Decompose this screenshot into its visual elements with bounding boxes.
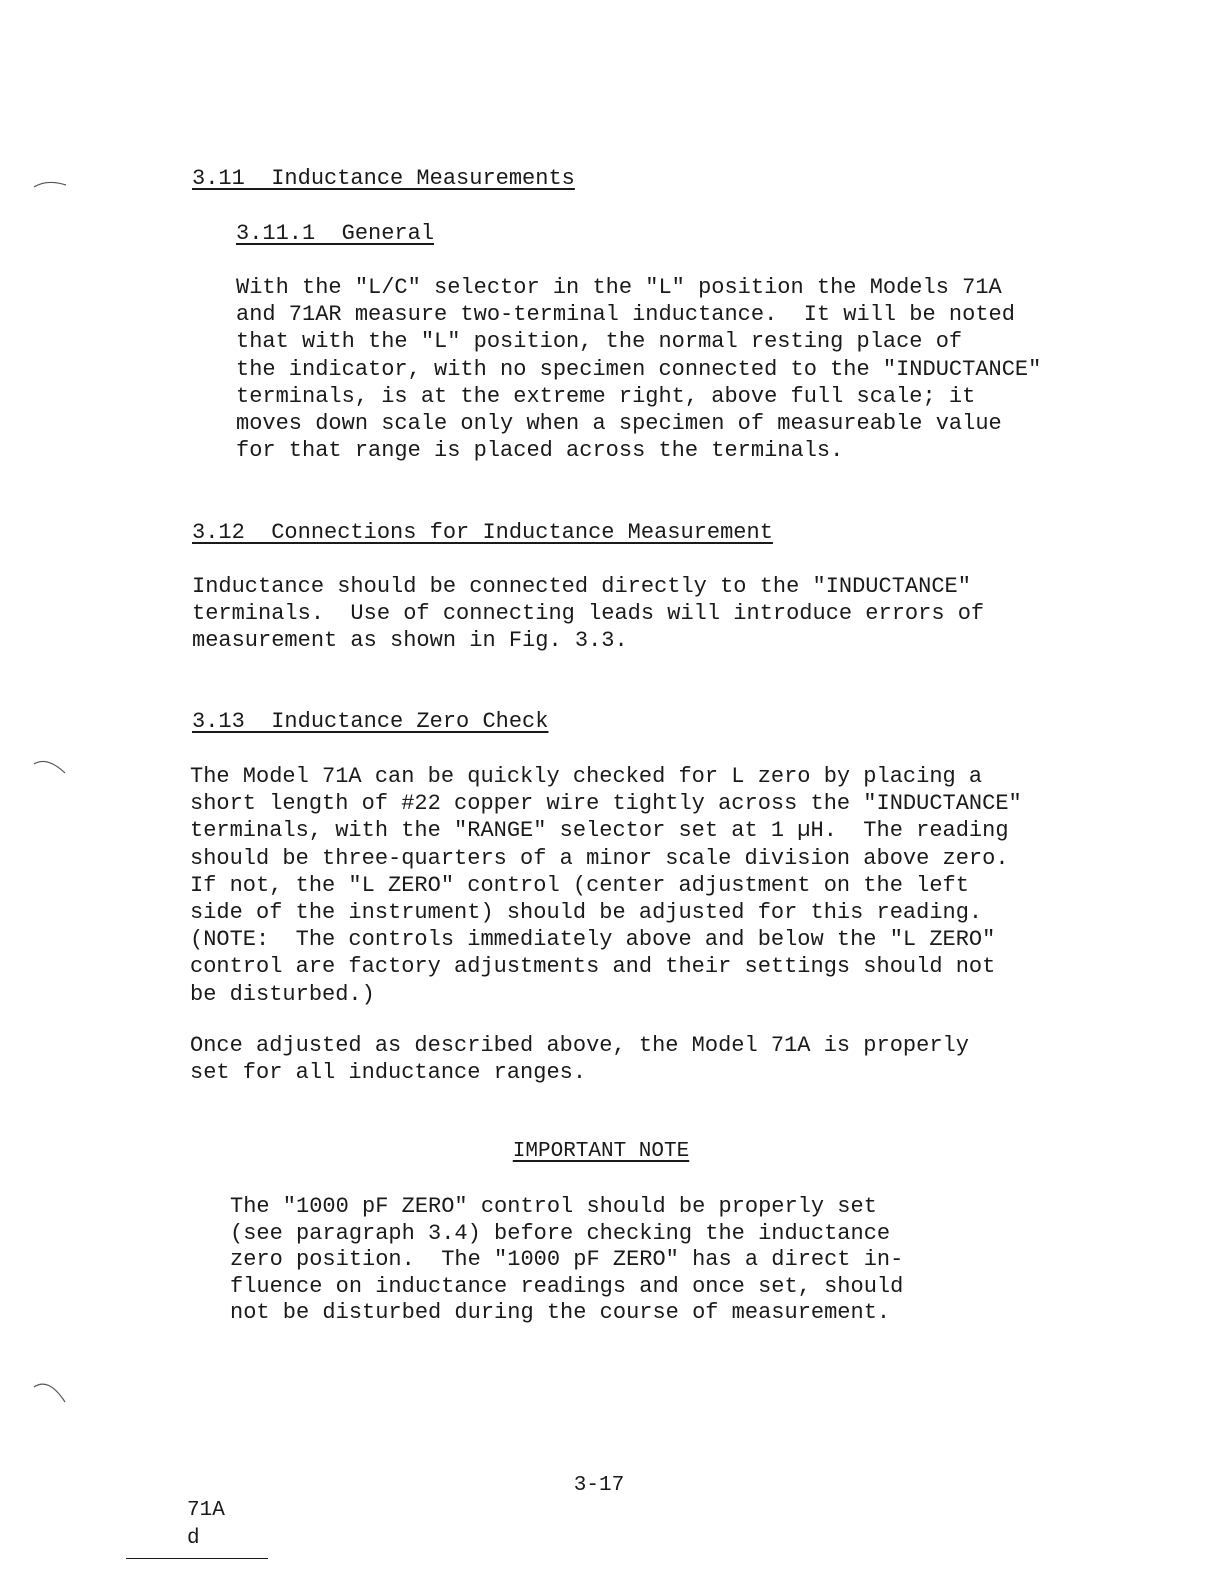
section-3-11-1-heading: 3.11.1 General [236, 221, 435, 246]
paragraph-line: Inductance should be connected directly to the "INDUCTANCE" [192, 574, 971, 599]
paragraph-line: be disturbed.) [190, 981, 375, 1007]
paragraph-line: The Model 71A can be quickly checked for L zero by placing a [190, 764, 983, 789]
important-note-heading: IMPORTANT NOTE [512, 1140, 690, 1163]
margin-mark-middle [33, 755, 67, 775]
paragraph-line: should be three-quarters of a minor scale division above zero. [190, 845, 1009, 871]
section-3-12-heading: 3.12 Connections for Inductance Measurement [192, 520, 773, 545]
paragraph-line: terminals, with the "RANGE" selector set at 1 µH. The reading [190, 818, 1009, 844]
paragraph-line: control are factory adjustments and their settings should not [190, 954, 996, 980]
footer-model-number: 71A [187, 1499, 225, 1522]
page-number: 3-17 [573, 1474, 625, 1497]
paragraph-line: not be disturbed during the course of measurement. [230, 1300, 891, 1326]
section-3-13-paragraph-2 [190, 1032, 969, 1086]
paragraph-line: With the "L/C" selector in the "L" position the Models 71A [236, 275, 1002, 300]
paragraph-line: fluence on inductance readings and once set, should [230, 1273, 904, 1299]
paragraph-line: zero position. The "1000 pF ZERO" has a direct in- [230, 1247, 904, 1273]
margin-mark-top [33, 178, 67, 190]
paragraph-line: terminals. Use of connecting leads will introduce errors of [192, 601, 985, 627]
paragraph-line: side of the instrument) should be adjusted for this reading. [190, 900, 983, 926]
paragraph-line: and 71AR measure two-terminal inductance. It will be noted [236, 302, 1015, 328]
paragraph-line: the indicator, with no specimen connected to the "INDUCTANCE" [236, 356, 1042, 382]
paragraph-line: short length of #22 copper wire tightly across the "INDUCTANCE" [190, 791, 1022, 817]
paragraph-line: (NOTE: The controls immediately above and below the "L ZERO" [190, 927, 996, 953]
paragraph-line: (see paragraph 3.4) before checking the inductance [230, 1220, 891, 1246]
footer-revision-letter: d [187, 1527, 200, 1550]
paragraph-line: The "1000 pF ZERO" control should be properly set [230, 1194, 877, 1219]
section-3-13-heading: 3.13 Inductance Zero Check [192, 709, 549, 734]
section-3-12-paragraph [192, 573, 984, 655]
important-note-paragraph [230, 1194, 903, 1327]
paragraph-line: set for all inductance ranges. [190, 1060, 587, 1086]
paragraph-line: moves down scale only when a specimen of measureable value [236, 411, 1002, 437]
section-3-11-heading: 3.11 Inductance Measurements [192, 166, 575, 191]
paragraph-line: Once adjusted as described above, the Model 71A is properly [190, 1033, 969, 1058]
paragraph-line: terminals, is at the extreme right, above full scale; it [236, 383, 976, 409]
paragraph-line: that with the "L" position, the normal resting place of [236, 329, 963, 355]
paragraph-line: measurement as shown in Fig. 3.3. [192, 628, 628, 654]
paragraph-line: If not, the "L ZERO" control (center adjustment on the left [190, 872, 969, 898]
margin-mark-bottom [33, 1377, 67, 1405]
paragraph-line: for that range is placed across the terminals. [236, 438, 844, 464]
section-3-13-paragraph-1 [190, 763, 1022, 1008]
section-3-11-1-paragraph [236, 274, 1041, 464]
footer-rule [126, 1558, 268, 1559]
